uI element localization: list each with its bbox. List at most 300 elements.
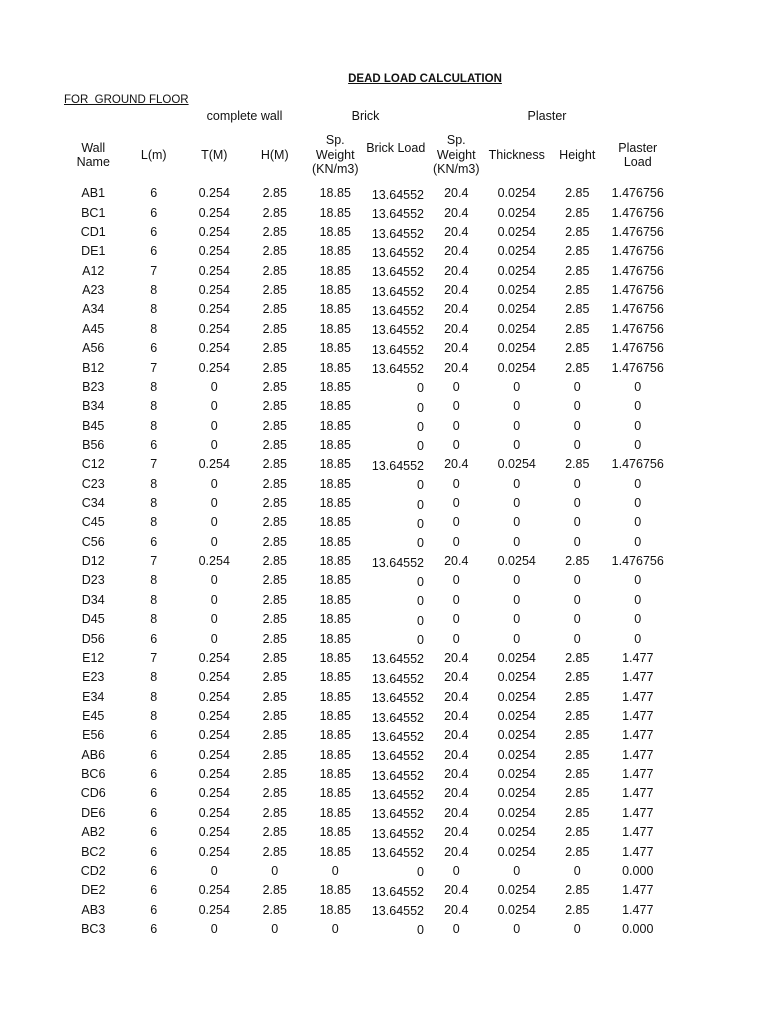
cell-plaster-thickness: 0 xyxy=(513,496,521,511)
cell-plaster-thickness: 0 xyxy=(513,534,521,549)
cell-brick-sp-weight: 18.85 xyxy=(319,902,351,917)
cell-plaster-height: 2.85 xyxy=(565,883,590,898)
cell-brick-sp-weight: 18.85 xyxy=(319,612,351,627)
cell-plaster-load: 0 xyxy=(634,573,642,588)
cell-wall-name: AB2 xyxy=(81,825,106,840)
cell-height-h: 2.85 xyxy=(262,902,287,917)
cell-plaster-thickness: 0.0254 xyxy=(497,321,536,336)
table-row xyxy=(63,417,668,436)
cell-brick-sp-weight: 18.85 xyxy=(319,650,351,665)
cell-plaster-load: 1.476756 xyxy=(611,263,664,278)
cell-plaster-sp-weight: 20.4 xyxy=(444,457,469,472)
cell-wall-name: D12 xyxy=(81,554,105,569)
cell-wall-name: DE6 xyxy=(81,805,106,820)
cell-plaster-load: 1.477 xyxy=(622,786,654,801)
cell-plaster-sp-weight: 0 xyxy=(452,573,460,588)
cell-plaster-sp-weight: 0 xyxy=(452,534,460,549)
cell-plaster-load: 0 xyxy=(634,379,642,394)
cell-plaster-thickness: 0.0254 xyxy=(497,205,536,220)
cell-length: 8 xyxy=(150,515,158,530)
cell-plaster-height: 2.85 xyxy=(565,457,590,472)
table-row xyxy=(63,881,668,900)
cell-plaster-sp-weight: 20.4 xyxy=(444,554,469,569)
cell-thickness-t: 0 xyxy=(210,379,218,394)
cell-plaster-sp-weight: 20.4 xyxy=(444,650,469,665)
cell-thickness-t: 0 xyxy=(210,592,218,607)
cell-plaster-thickness: 0.0254 xyxy=(497,767,536,782)
cell-plaster-height: 2.85 xyxy=(565,302,590,317)
cell-thickness-t: 0.254 xyxy=(198,689,230,704)
cell-height-h: 2.85 xyxy=(262,360,287,375)
header-wall-name: Wall Name xyxy=(76,140,110,169)
cell-brick-load: 13.64552 xyxy=(371,458,424,473)
cell-plaster-sp-weight: 20.4 xyxy=(444,302,469,317)
cell-plaster-height: 2.85 xyxy=(565,650,590,665)
cell-height-h: 2.85 xyxy=(262,418,287,433)
cell-wall-name: C12 xyxy=(81,457,105,472)
cell-brick-load: 0 xyxy=(417,633,424,648)
cell-thickness-t: 0.254 xyxy=(198,283,230,298)
cell-plaster-sp-weight: 20.4 xyxy=(444,225,469,240)
cell-height-h: 2.85 xyxy=(262,341,287,356)
cell-plaster-load: 1.477 xyxy=(622,844,654,859)
cell-brick-sp-weight: 18.85 xyxy=(319,399,351,414)
cell-plaster-sp-weight: 0 xyxy=(452,418,460,433)
cell-brick-load: 13.64552 xyxy=(371,729,424,744)
table-row xyxy=(63,378,668,397)
cell-wall-name: B34 xyxy=(82,399,105,414)
cell-thickness-t: 0.254 xyxy=(198,321,230,336)
cell-length: 8 xyxy=(150,283,158,298)
cell-length: 6 xyxy=(150,921,158,936)
cell-brick-sp-weight: 18.85 xyxy=(319,689,351,704)
cell-wall-name: E34 xyxy=(82,689,105,704)
cell-wall-name: C56 xyxy=(81,534,105,549)
cell-plaster-height: 2.85 xyxy=(565,747,590,762)
cell-height-h: 2.85 xyxy=(262,205,287,220)
cell-brick-load: 0 xyxy=(417,865,424,880)
cell-thickness-t: 0.254 xyxy=(198,302,230,317)
table-row xyxy=(63,610,668,629)
cell-plaster-load: 1.476756 xyxy=(611,283,664,298)
cell-brick-load: 13.64552 xyxy=(371,207,424,222)
cell-brick-sp-weight: 18.85 xyxy=(319,747,351,762)
cell-plaster-thickness: 0.0254 xyxy=(497,825,536,840)
cell-plaster-sp-weight: 20.4 xyxy=(444,767,469,782)
cell-plaster-thickness: 0 xyxy=(513,863,521,878)
table-row xyxy=(63,784,668,803)
cell-length: 6 xyxy=(150,205,158,220)
cell-wall-name: DE2 xyxy=(81,883,106,898)
cell-plaster-sp-weight: 20.4 xyxy=(444,360,469,375)
cell-length: 8 xyxy=(150,321,158,336)
cell-brick-load: 13.64552 xyxy=(371,342,424,357)
cell-thickness-t: 0.254 xyxy=(198,263,230,278)
cell-length: 7 xyxy=(150,554,158,569)
cell-plaster-sp-weight: 0 xyxy=(452,379,460,394)
cell-plaster-thickness: 0.0254 xyxy=(497,360,536,375)
cell-length: 8 xyxy=(150,670,158,685)
header-plaster-height: Height xyxy=(559,147,596,162)
cell-plaster-thickness: 0.0254 xyxy=(497,709,536,723)
cell-plaster-height: 0 xyxy=(573,379,581,394)
table-row xyxy=(63,920,668,939)
table-row xyxy=(63,765,668,784)
cell-plaster-height: 2.85 xyxy=(565,244,590,259)
cell-plaster-sp-weight: 20.4 xyxy=(444,283,469,298)
cell-brick-sp-weight: 18.85 xyxy=(319,418,351,433)
cell-brick-sp-weight: 18.85 xyxy=(319,476,351,491)
cell-plaster-thickness: 0.0254 xyxy=(497,844,536,859)
cell-height-h: 2.85 xyxy=(262,883,287,898)
cell-plaster-sp-weight: 0 xyxy=(452,515,460,530)
cell-height-h: 0 xyxy=(271,863,279,878)
cell-brick-sp-weight: 0 xyxy=(331,863,339,878)
cell-brick-sp-weight: 18.85 xyxy=(319,437,351,452)
cell-wall-name: B56 xyxy=(82,437,105,452)
cell-wall-name: BC1 xyxy=(81,205,106,220)
cell-plaster-load: 0 xyxy=(634,515,642,530)
cell-plaster-thickness: 0.0254 xyxy=(497,263,536,278)
cell-plaster-height: 2.85 xyxy=(565,728,590,743)
cell-plaster-load: 1.477 xyxy=(622,747,654,762)
table-row xyxy=(63,223,668,242)
cell-length: 6 xyxy=(150,786,158,801)
cell-brick-sp-weight: 18.85 xyxy=(319,205,351,220)
cell-plaster-load: 1.477 xyxy=(622,902,654,917)
cell-plaster-height: 2.85 xyxy=(565,263,590,278)
cell-plaster-load: 1.477 xyxy=(622,728,654,743)
cell-length: 8 xyxy=(150,476,158,491)
cell-plaster-sp-weight: 20.4 xyxy=(444,321,469,336)
cell-length: 6 xyxy=(150,631,158,646)
cell-thickness-t: 0.254 xyxy=(198,825,230,840)
cell-wall-name: C23 xyxy=(81,476,105,491)
cell-wall-name: A45 xyxy=(82,321,105,336)
cell-plaster-sp-weight: 0 xyxy=(452,612,460,627)
cell-plaster-load: 0.000 xyxy=(622,863,654,878)
cell-brick-load: 0 xyxy=(417,516,424,531)
cell-plaster-thickness: 0 xyxy=(513,573,521,588)
cell-brick-load: 0 xyxy=(417,923,424,938)
cell-plaster-sp-weight: 0 xyxy=(452,921,460,936)
cell-plaster-load: 0 xyxy=(634,437,642,452)
cell-plaster-load: 1.477 xyxy=(622,767,654,782)
cell-brick-sp-weight: 18.85 xyxy=(319,825,351,840)
document-title: DEAD LOAD CALCULATION xyxy=(348,73,502,85)
cell-length: 6 xyxy=(150,186,158,201)
cell-plaster-load: 0 xyxy=(634,534,642,549)
cell-brick-load: 13.64552 xyxy=(371,652,424,667)
cell-plaster-load: 1.477 xyxy=(622,709,654,723)
cell-wall-name: C45 xyxy=(81,515,105,530)
table-row xyxy=(63,184,668,203)
header-height-h: H(M) xyxy=(260,147,289,162)
cell-brick-sp-weight: 18.85 xyxy=(319,321,351,336)
cell-length: 8 xyxy=(150,418,158,433)
cell-length: 8 xyxy=(150,612,158,627)
cell-wall-name: E12 xyxy=(82,650,105,665)
table-row xyxy=(63,901,668,920)
cell-plaster-thickness: 0 xyxy=(513,515,521,530)
cell-brick-sp-weight: 18.85 xyxy=(319,767,351,782)
cell-brick-load: 0 xyxy=(417,439,424,454)
cell-wall-name: D23 xyxy=(81,573,105,588)
cell-height-h: 2.85 xyxy=(262,805,287,820)
cell-brick-load: 0 xyxy=(417,574,424,589)
table-row xyxy=(63,668,668,687)
cell-wall-name: AB1 xyxy=(81,186,106,201)
cell-plaster-sp-weight: 20.4 xyxy=(444,670,469,685)
cell-thickness-t: 0 xyxy=(210,631,218,646)
cell-plaster-thickness: 0 xyxy=(513,592,521,607)
cell-brick-sp-weight: 18.85 xyxy=(319,728,351,743)
cell-brick-load: 13.64552 xyxy=(371,768,424,783)
cell-height-h: 2.85 xyxy=(262,689,287,704)
cell-brick-load: 13.64552 xyxy=(371,555,424,570)
cell-height-h: 2.85 xyxy=(262,437,287,452)
cell-thickness-t: 0 xyxy=(210,534,218,549)
cell-length: 7 xyxy=(150,650,158,665)
cell-plaster-height: 2.85 xyxy=(565,321,590,336)
cell-plaster-thickness: 0.0254 xyxy=(497,883,536,898)
cell-thickness-t: 0.254 xyxy=(198,902,230,917)
cell-plaster-height: 2.85 xyxy=(565,283,590,298)
cell-plaster-height: 2.85 xyxy=(565,341,590,356)
cell-plaster-height: 2.85 xyxy=(565,805,590,820)
cell-plaster-thickness: 0.0254 xyxy=(497,225,536,240)
cell-length: 7 xyxy=(150,457,158,472)
cell-height-h: 2.85 xyxy=(262,496,287,511)
cell-length: 8 xyxy=(150,709,158,723)
cell-brick-sp-weight: 18.85 xyxy=(319,670,351,685)
cell-plaster-thickness: 0.0254 xyxy=(497,341,536,356)
cell-plaster-height: 2.85 xyxy=(565,689,590,704)
table-row xyxy=(63,339,668,358)
table-row xyxy=(63,533,668,552)
cell-plaster-sp-weight: 0 xyxy=(452,863,460,878)
cell-wall-name: DE1 xyxy=(81,244,106,259)
cell-wall-name: E56 xyxy=(82,728,105,743)
cell-wall-name: CD2 xyxy=(80,863,106,878)
cell-plaster-sp-weight: 20.4 xyxy=(444,263,469,278)
cell-length: 6 xyxy=(150,437,158,452)
cell-brick-load: 13.64552 xyxy=(371,187,424,202)
cell-plaster-height: 2.85 xyxy=(565,786,590,801)
cell-plaster-load: 1.477 xyxy=(622,670,654,685)
cell-thickness-t: 0 xyxy=(210,496,218,511)
cell-plaster-height: 2.85 xyxy=(565,709,590,723)
cell-length: 6 xyxy=(150,225,158,240)
cell-height-h: 2.85 xyxy=(262,554,287,569)
cell-brick-load: 13.64552 xyxy=(371,826,424,841)
cell-wall-name: BC6 xyxy=(81,767,106,782)
cell-brick-sp-weight: 18.85 xyxy=(319,844,351,859)
cell-length: 8 xyxy=(150,496,158,511)
cell-brick-sp-weight: 18.85 xyxy=(319,341,351,356)
cell-brick-load: 13.64552 xyxy=(371,749,424,764)
cell-brick-load: 13.64552 xyxy=(371,671,424,686)
cell-brick-sp-weight: 18.85 xyxy=(319,805,351,820)
cell-plaster-thickness: 0 xyxy=(513,631,521,646)
cell-plaster-thickness: 0.0254 xyxy=(497,650,536,665)
table-row xyxy=(63,571,668,590)
cell-brick-sp-weight: 18.85 xyxy=(319,883,351,898)
cell-height-h: 2.85 xyxy=(262,302,287,317)
header-length: L(m) xyxy=(140,147,167,162)
cell-brick-sp-weight: 18.85 xyxy=(319,573,351,588)
cell-plaster-height: 0 xyxy=(573,496,581,511)
cell-brick-sp-weight: 18.85 xyxy=(319,534,351,549)
cell-wall-name: D34 xyxy=(81,592,105,607)
cell-plaster-load: 0 xyxy=(634,612,642,627)
cell-wall-name: A12 xyxy=(82,263,105,278)
table-row xyxy=(63,591,668,610)
cell-length: 8 xyxy=(150,592,158,607)
cell-thickness-t: 0.254 xyxy=(198,786,230,801)
cell-thickness-t: 0 xyxy=(210,399,218,414)
cell-brick-load: 0 xyxy=(417,400,424,415)
cell-plaster-thickness: 0.0254 xyxy=(497,805,536,820)
cell-height-h: 2.85 xyxy=(262,728,287,743)
cell-wall-name: E45 xyxy=(82,709,105,723)
cell-plaster-sp-weight: 0 xyxy=(452,496,460,511)
cell-height-h: 2.85 xyxy=(262,244,287,259)
table-row xyxy=(63,630,668,649)
cell-length: 7 xyxy=(150,360,158,375)
cell-plaster-height: 2.85 xyxy=(565,902,590,917)
cell-plaster-load: 0 xyxy=(634,496,642,511)
table-row xyxy=(63,688,668,707)
cell-wall-name: E23 xyxy=(82,670,105,685)
cell-length: 6 xyxy=(150,805,158,820)
cell-wall-name: B12 xyxy=(82,360,105,375)
cell-plaster-load: 1.476756 xyxy=(611,341,664,356)
cell-brick-sp-weight: 18.85 xyxy=(319,283,351,298)
cell-height-h: 2.85 xyxy=(262,592,287,607)
cell-plaster-thickness: 0.0254 xyxy=(497,902,536,917)
cell-brick-load: 13.64552 xyxy=(371,265,424,280)
cell-height-h: 2.85 xyxy=(262,825,287,840)
cell-height-h: 2.85 xyxy=(262,515,287,530)
cell-height-h: 2.85 xyxy=(262,709,287,723)
cell-brick-sp-weight: 18.85 xyxy=(319,186,351,201)
cell-plaster-thickness: 0.0254 xyxy=(497,670,536,685)
cell-height-h: 2.85 xyxy=(262,786,287,801)
cell-plaster-load: 1.476756 xyxy=(611,302,664,317)
cell-plaster-load: 0 xyxy=(634,418,642,433)
cell-plaster-load: 1.476756 xyxy=(611,205,664,220)
table-row xyxy=(63,862,668,881)
header-thickness-t: T(M) xyxy=(201,147,228,162)
cell-plaster-height: 0 xyxy=(573,515,581,530)
cell-length: 6 xyxy=(150,883,158,898)
table-body xyxy=(63,184,668,939)
cell-length: 8 xyxy=(150,302,158,317)
cell-plaster-sp-weight: 0 xyxy=(452,592,460,607)
cell-plaster-height: 2.85 xyxy=(565,554,590,569)
table-row xyxy=(63,494,668,513)
cell-plaster-sp-weight: 20.4 xyxy=(444,883,469,898)
cell-thickness-t: 0 xyxy=(210,612,218,627)
cell-length: 6 xyxy=(150,534,158,549)
cell-brick-load: 13.64552 xyxy=(371,323,424,338)
cell-brick-load: 0 xyxy=(417,420,424,435)
cell-height-h: 2.85 xyxy=(262,186,287,201)
cell-thickness-t: 0.254 xyxy=(198,747,230,762)
header-plaster-thickness: Thickness xyxy=(488,147,545,162)
cell-plaster-height: 2.85 xyxy=(565,360,590,375)
cell-plaster-thickness: 0 xyxy=(513,612,521,627)
cell-length: 6 xyxy=(150,844,158,859)
cell-wall-name: A23 xyxy=(82,283,105,298)
cell-length: 6 xyxy=(150,902,158,917)
cell-brick-sp-weight: 18.85 xyxy=(319,592,351,607)
cell-brick-sp-weight: 0 xyxy=(331,921,339,936)
header-brick-load: Brick Load xyxy=(366,140,426,155)
cell-plaster-height: 0 xyxy=(573,573,581,588)
cell-thickness-t: 0.254 xyxy=(198,225,230,240)
cell-plaster-thickness: 0 xyxy=(513,476,521,491)
cell-plaster-sp-weight: 20.4 xyxy=(444,205,469,220)
cell-plaster-height: 2.85 xyxy=(565,225,590,240)
cell-height-h: 2.85 xyxy=(262,631,287,646)
cell-brick-load: 13.64552 xyxy=(371,846,424,861)
table-row xyxy=(63,649,668,668)
cell-plaster-load: 1.476756 xyxy=(611,244,664,259)
cell-plaster-height: 2.85 xyxy=(565,767,590,782)
cell-brick-sp-weight: 18.85 xyxy=(319,244,351,259)
cell-thickness-t: 0.254 xyxy=(198,844,230,859)
cell-wall-name: B23 xyxy=(82,379,105,394)
cell-thickness-t: 0.254 xyxy=(198,205,230,220)
cell-plaster-load: 1.477 xyxy=(622,805,654,820)
cell-plaster-sp-weight: 20.4 xyxy=(444,825,469,840)
table-header xyxy=(63,131,668,179)
cell-plaster-height: 0 xyxy=(573,863,581,878)
cell-thickness-t: 0 xyxy=(210,437,218,452)
table-row xyxy=(63,746,668,765)
table-row xyxy=(63,513,668,532)
cell-height-h: 2.85 xyxy=(262,321,287,336)
table-row xyxy=(63,455,668,474)
cell-thickness-t: 0.254 xyxy=(198,670,230,685)
cell-brick-sp-weight: 18.85 xyxy=(319,515,351,530)
cell-plaster-sp-weight: 20.4 xyxy=(444,186,469,201)
cell-brick-load: 13.64552 xyxy=(371,284,424,299)
group-header-complete-wall: complete wall xyxy=(206,109,283,123)
cell-brick-sp-weight: 18.85 xyxy=(319,496,351,511)
table-row xyxy=(63,262,668,281)
cell-height-h: 2.85 xyxy=(262,476,287,491)
cell-thickness-t: 0.254 xyxy=(198,186,230,201)
cell-wall-name: A56 xyxy=(82,341,105,356)
floor-label: FOR GROUND FLOOR xyxy=(64,94,189,106)
cell-plaster-sp-weight: 20.4 xyxy=(444,902,469,917)
cell-thickness-t: 0.254 xyxy=(198,650,230,665)
cell-plaster-sp-weight: 20.4 xyxy=(444,728,469,743)
cell-plaster-height: 2.85 xyxy=(565,844,590,859)
cell-plaster-sp-weight: 0 xyxy=(452,399,460,414)
cell-height-h: 2.85 xyxy=(262,767,287,782)
cell-length: 6 xyxy=(150,767,158,782)
header-plaster-load: Plaster Load xyxy=(618,140,658,169)
cell-plaster-sp-weight: 20.4 xyxy=(444,747,469,762)
cell-height-h: 2.85 xyxy=(262,844,287,859)
cell-plaster-height: 0 xyxy=(573,534,581,549)
cell-height-h: 0 xyxy=(271,921,279,936)
cell-brick-sp-weight: 18.85 xyxy=(319,360,351,375)
